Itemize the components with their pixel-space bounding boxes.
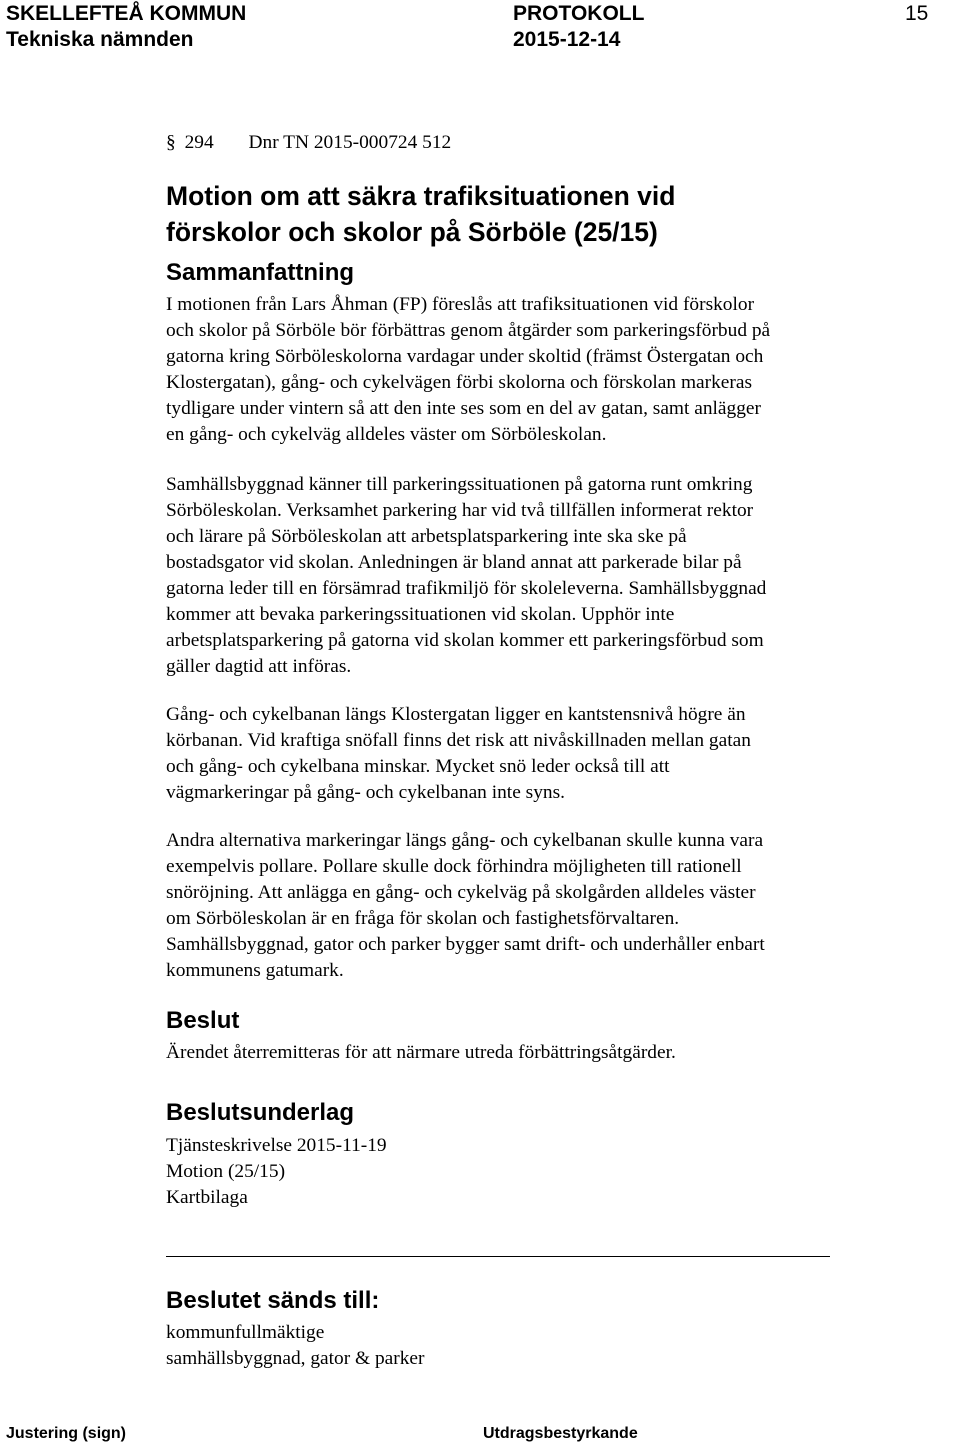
meeting-date: 2015-12-14 [513,28,621,51]
summary-paragraph-3 [166,702,926,806]
recipient: samhällsbyggnad, gator & parker [166,1348,425,1369]
text-line: kommunens gatumark. [166,960,344,981]
basis-list [166,1133,926,1211]
text-line: arbetsplatsparkering på gatorna vid skolan kommer ett parkeringsförbud som [166,630,764,651]
basis-item: Tjänsteskrivelse 2015-11-19 [166,1135,387,1156]
text-line: snöröjning. Att anlägga en gång- och cykelväg på skolgården alldeles väster [166,882,756,903]
decision-text: Ärendet återremitteras för att närmare utreda förbättringsåtgärder. [166,1042,676,1063]
text-line: tydligare under vintern så att den inte ses som en del av gatan, samt anlägger [166,398,761,419]
document-type: PROTOKOLL [513,2,645,25]
text-line: Gång- och cykelbanan längs Klostergatan ligger en kantstensnivå högre än [166,704,746,725]
case-number: 294 [184,132,214,153]
title-line: Motion om att säkra trafiksituationen vid [166,181,676,211]
text-line: en gång- och cykelväg alldeles väster om Sörböleskolan. [166,424,607,445]
summary-paragraph-1 [166,292,926,448]
decision-heading: Beslut [166,1007,240,1034]
case-line [166,130,451,156]
sent-to-list [166,1320,926,1372]
text-line: körbanan. Vid kraftiga snöfall finns det risk att nivåskillnaden mellan gatan [166,730,751,751]
text-line: gatorna leder till en försämrad trafikmiljö för skoleleverna. Samhällsbyggnad [166,578,767,599]
text-line: vägmarkeringar på gång- och cykelbanan inte syns. [166,782,565,803]
case-dnr: Dnr TN 2015-000724 512 [248,132,452,153]
footer-certification-label: Utdragsbestyrkande [483,1425,638,1442]
title-line: förskolor och skolor på Sörböle (25/15) [166,217,658,247]
text-line: Sörböleskolan. Verksamhet parkering har vid två tillfällen informerat rektor [166,500,754,521]
text-line: om Sörböleskolan är en fråga för skolan och fastighetsförvaltaren. [166,908,680,929]
text-line: Klostergatan), gång- och cykelvägen förbi skolorna och förskolan markeras [166,372,753,393]
text-line: Samhällsbyggnad känner till parkeringssituationen på gatorna runt omkring [166,474,753,495]
summary-paragraph-2 [166,472,926,680]
municipality-name: SKELLEFTEÅ KOMMUN [6,2,247,25]
summary-paragraph-4 [166,828,926,984]
text-line: gäller dagtid att införas. [166,656,352,677]
text-line: och skolor på Sörböle bör förbättras genom åtgärder som parkeringsförbud på [166,320,771,341]
text-line: exempelvis pollare. Pollare skulle dock förhindra möjligheten till rationell [166,856,742,877]
text-line: kommer att bevaka parkeringssituationen vid skolan. Upphör inte [166,604,675,625]
sent-to-heading: Beslutet sänds till: [166,1287,380,1314]
page-number: 15 [905,2,929,25]
divider [166,1256,830,1257]
footer-signature-label: Justering (sign) [6,1425,127,1442]
text-line: och gång- och cykelbana minskar. Mycket snö leder också till att [166,756,670,777]
text-line: och lärare på Sörböleskolan att arbetsplatsparkering inte ska ske på [166,526,687,547]
basis-item: Motion (25/15) [166,1161,286,1182]
basis-heading: Beslutsunderlag [166,1099,355,1126]
basis-item: Kartbilaga [166,1187,248,1208]
text-line: Samhällsbyggnad, gator och parker bygger samt drift- och underhåller enbart [166,934,765,955]
section-symbol: § [166,132,176,153]
summary-heading: Sammanfattning [166,259,355,286]
text-line: I motionen från Lars Åhman (FP) föreslås att trafiksituationen vid förskolor [166,294,755,315]
text-line: bostadsgator vid skolan. Anledningen är bland annat att parkerade bilar på [166,552,742,573]
text-line: Andra alternativa markeringar längs gång- och cykelbanan skulle kunna vara [166,830,764,851]
recipient: kommunfullmäktige [166,1322,325,1343]
text-line: gatorna kring Sörböleskolorna vardagar under skoltid (främst Östergatan och [166,346,764,367]
board-name: Tekniska nämnden [6,28,194,51]
case-title [166,178,675,250]
